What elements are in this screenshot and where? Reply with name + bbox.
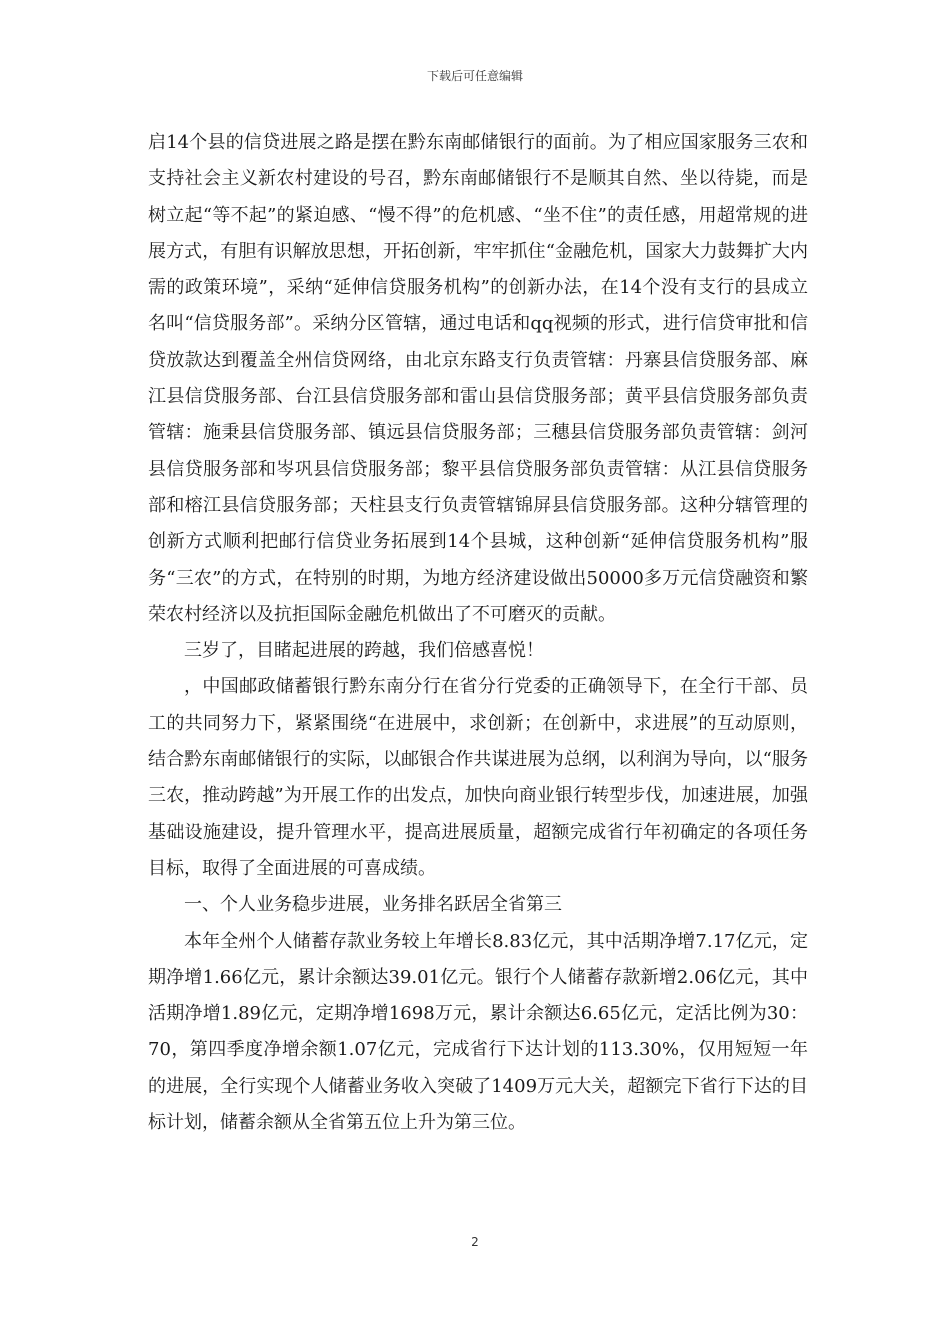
document-body xyxy=(148,125,808,1141)
paragraph-third-anniversary: 三岁了，目睹起进展的跨越，我们倍感喜悦！ xyxy=(184,640,544,662)
paragraph-credit-expansion: 启14个县的信贷进展之路是摆在黔东南邮储银行的面前。为了相应国家服务三农和支持社会主义新农村建设的号召，黔东南邮储银行不是顺其自然、坐以待毙，而是树立起“等不起”的紧迫感、“慢不得”的危机感、“坐不住”的责任感，用超常规的进展方式，有胆有识解放思想，开拓创新，牢牢抓住“金融危机，国家大力鼓舞扩大内需的政策环境”，采纳“延伸信贷服务机构”的创新办法，在14个没有支行的县成立名叫“信贷服务部”。采纳分区管辖，通过电话和qq视频的形式，进行信贷审批和信贷放款达到覆盖全州信贷网络，由北京东路支行负责管辖：丹寨县信贷服务部、麻江县信贷服务部、台江县信贷服务部和雷山县信贷服务部；黄平县信贷服务部负责管辖：施秉县信贷服务部、镇远县信贷服务部；三穗县信贷服务部负责管辖：剑河县信贷服务部和岑巩县信贷服务部；黎平县信贷服务部负责管辖：从江县信贷服务部和榕江县信贷服务部；天柱县支行负责管辖锦屏县信贷服务部。这种分辖管理的创新方式顺利把邮行信贷业务拓展到14个县城，这种创新“延伸信贷服务机构”服务“三农”的方式，在特别的时期，为地方经济建设做出50000多万元信贷融资和繁荣农村经济以及抗拒国际金融危机做出了不可磨灭的贡献。 xyxy=(148,132,808,625)
paragraph-branch-achievements: ，中国邮政储蓄银行黔东南分行在省分行党委的正确领导下，在全行干部、员工的共同努力下，紧紧围绕“在进展中，求创新；在创新中，求进展”的互动原则，结合黔东南邮储银行的实际，以邮银合作共谋进展为总纲，以利润为导向，以“服务三农，推动跨越”为开展工作的出发点，加快向商业银行转型步伐，加速进展，加强基础设施建设，提升管理水平，提高进展质量，超额完成省行年初确定的各项任务目标，取得了全面进展的可喜成绩。 xyxy=(148,676,808,879)
page-number: 2 xyxy=(471,1235,479,1249)
page-header: 下载后可任意编辑 xyxy=(426,69,523,83)
section-heading-personal-business: 一、个人业务稳步进展，业务排名跃居全省第三 xyxy=(184,894,562,916)
paragraph-personal-savings: 本年全州个人储蓄存款业务较上年增长8.83亿元，其中活期净增7.17亿元，定期净增1.66亿元，累计余额达39.01亿元。银行个人储蓄存款新增2.06亿元，其中活期净增1.89亿元，定期净增1698万元，累计余额达6.65亿元，定活比例为30：70，第四季度净增余额1.07亿元，完成省行下达计划的113.30%，仅用短短一年的进展，全行实现个人储蓄业务收入突破了1409万元大关，超额完下省行下达的目标计划，储蓄余额从全省第五位上升为第三位。 xyxy=(148,930,808,1134)
